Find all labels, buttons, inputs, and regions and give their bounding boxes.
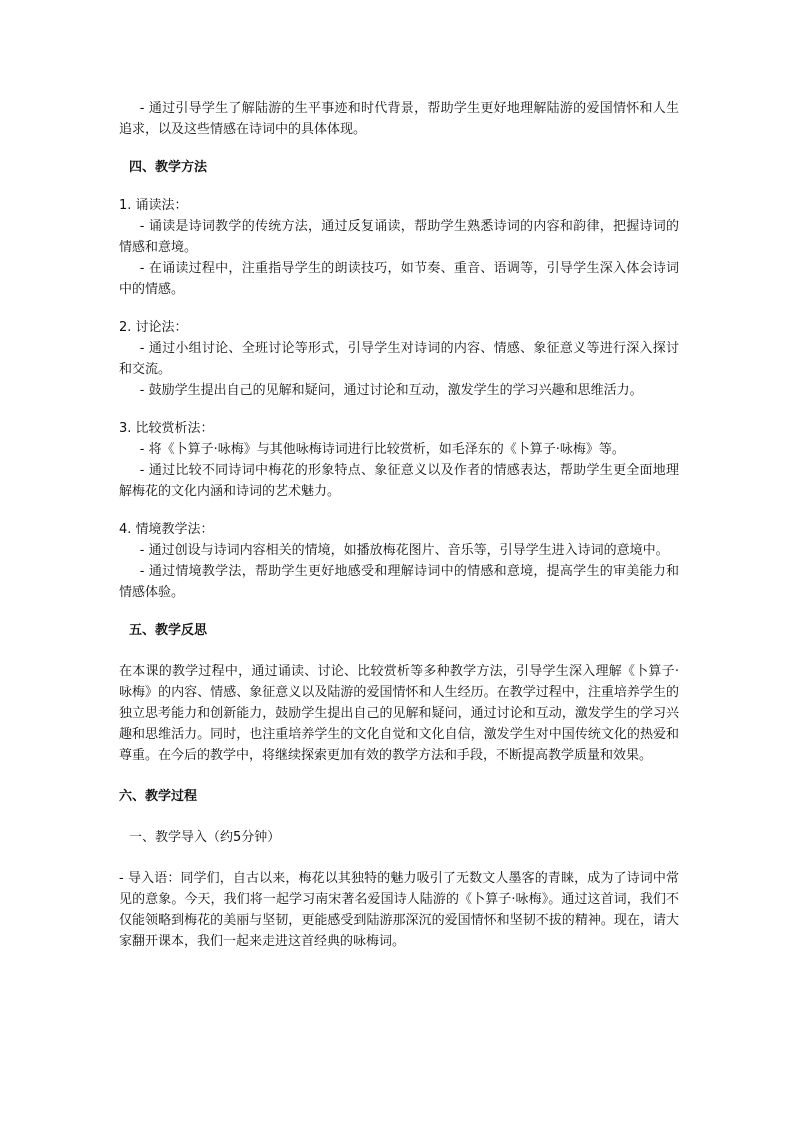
document-page (119, 98, 679, 952)
method-3-point-1: - 将《卜算子·咏梅》与其他咏梅诗词进行比较赏析，如毛泽东的《卜算子·咏梅》等。 (139, 442, 625, 457)
intro-speech-paragraph: - 导入语：同学们，自古以来，梅花以其独特的魅力吸引了无数文人墨客的青睐，成为了诗词中常见的意象。今天，我们将一起学习南宋著名爱国诗人陆游的《卜算子·咏梅》。通过这首词，我们不仅能领略到梅花的美丽与坚韧，更能感受到陆游那深沉的爱国情怀和坚韧不拔的精神。现在，请大家翻开课本，我们一起来走进这首经典的咏梅词。 (119, 871, 679, 949)
reflection-paragraph: 在本课的教学过程中，通过诵读、讨论、比较赏析等多种教学方法，引导学生深入理解《卜算子·咏梅》的内容、情感、象征意义以及陆游的爱国情怀和人生经历。在教学过程中，注重培养学生的独立思考能力和创新能力，鼓励学生提出自己的见解和疑问，通过讨论和互动，激发学生的学习兴趣和思维活力。同时，也注重培养学生的文化自觉和文化自信，激发学生对中国传统文化的热爱和尊重。在今后的教学中，将继续探索更加有效的教学方法和手段，不断提高教学质量和效果。 (119, 664, 679, 763)
intro-paragraph: - 通过引导学生了解陆游的生平事迹和时代背景，帮助学生更好地理解陆游的爱国情怀和人生追求，以及这些情感在诗词中的具体体现。 (119, 101, 679, 137)
section-6-subsection: 一、教学导入（约5分钟） (129, 830, 281, 845)
method-4-point-2: - 通过情境教学法，帮助学生更好地感受和理解诗词中的情感和意境，提高学生的审美能力和情感体验。 (119, 564, 679, 600)
method-2-point-1: - 通过小组讨论、全班讨论等形式，引导学生对诗词的内容、情感、象征意义等进行深入探讨和交流。 (119, 341, 679, 377)
method-1-title: 1. 诵读法： (119, 198, 188, 213)
method-4-title: 4. 情境教学法： (119, 522, 214, 537)
method-2-title: 2. 讨论法： (119, 320, 188, 335)
method-2-point-2: - 鼓励学生提出自己的见解和疑问，通过讨论和互动，激发学生的学习兴趣和思维活力。 (139, 383, 643, 398)
section-6-title: 六、教学过程 (119, 789, 198, 804)
method-3-title: 3. 比较赏析法： (119, 421, 214, 436)
section-4-title: 四、教学方法 (129, 160, 208, 175)
method-1-point-1: - 诵读是诗词教学的传统方法，通过反复诵读，帮助学生熟悉诗词的内容和韵律，把握诗词的情感和意境。 (119, 219, 679, 255)
section-5-title: 五、教学反思 (129, 623, 208, 638)
method-3-point-2: - 通过比较不同诗词中梅花的形象特点、象征意义以及作者的情感表达，帮助学生更全面地理解梅花的文化内涵和诗词的艺术魅力。 (119, 463, 679, 499)
method-1-point-2: - 在诵读过程中，注重指导学生的朗读技巧，如节奏、重音、语调等，引导学生深入体会诗词中的情感。 (119, 261, 679, 297)
method-4-point-1: - 通过创设与诗词内容相关的情境，如播放梅花图片、音乐等，引导学生进入诗词的意境中。 (139, 543, 669, 558)
